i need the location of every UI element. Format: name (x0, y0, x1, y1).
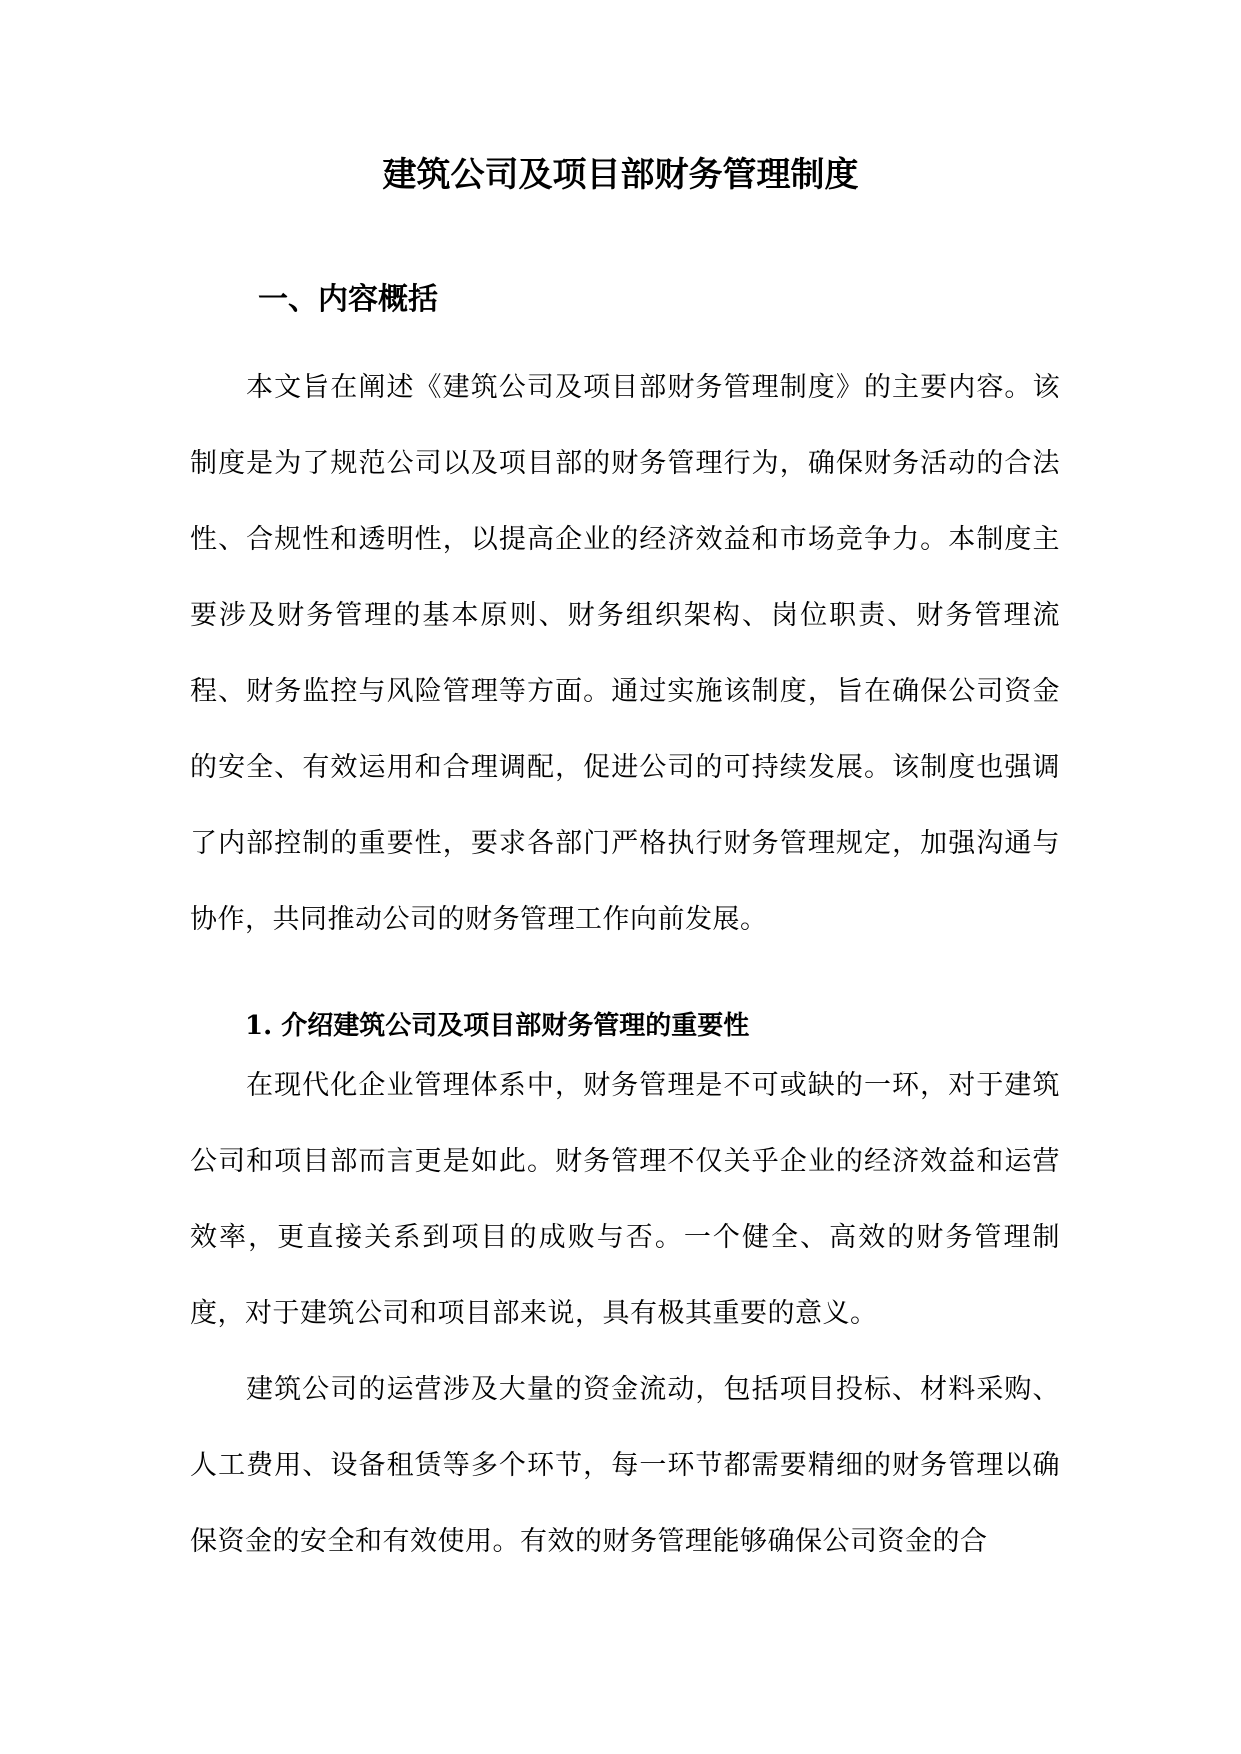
importance-paragraph-2: 建筑公司的运营涉及大量的资金流动，包括项目投标、材料采购、人工费用、设备租赁等多个环节，每一环节都需要精细的财务管理以确保资金的安全和有效使用。有效的财务管理能够确保公司资金的合 (190, 1374, 1060, 1557)
overview-paragraph: 本文旨在阐述《建筑公司及项目部财务管理制度》的主要内容。该制度是为了规范公司以及项目部的财务管理行为，确保财务活动的合法性、合规性和透明性，以提高企业的经济效益和市场竞争力。本制度主要涉及财务管理的基本原则、财务组织架构、岗位职责、财务管理流程、财务监控与风险管理等方面。通过实施该制度，旨在确保公司资金的安全、有效运用和合理调配，促进公司的可持续发展。该制度也强调了内部控制的重要性，要求各部门严格执行财务管理规定，加强沟通与协作，共同推动公司的财务管理工作向前发展。 (190, 372, 1060, 935)
importance-paragraph-1: 在现代化企业管理体系中，财务管理是不可或缺的一环，对于建筑公司和项目部而言更是如此。财务管理不仅关乎企业的经济效益和运营效率，更直接关系到项目的成败与否。一个健全、高效的财务管理制度，对于建筑公司和项目部来说，具有极其重要的意义。 (190, 1070, 1060, 1329)
section-heading-overview: 一、内容概括 (258, 282, 438, 317)
document-title: 建筑公司及项目部财务管理制度 (382, 155, 859, 195)
subsection-heading-importance: 1. 介绍建筑公司及项目部财务管理的重要性 (245, 1011, 750, 1041)
